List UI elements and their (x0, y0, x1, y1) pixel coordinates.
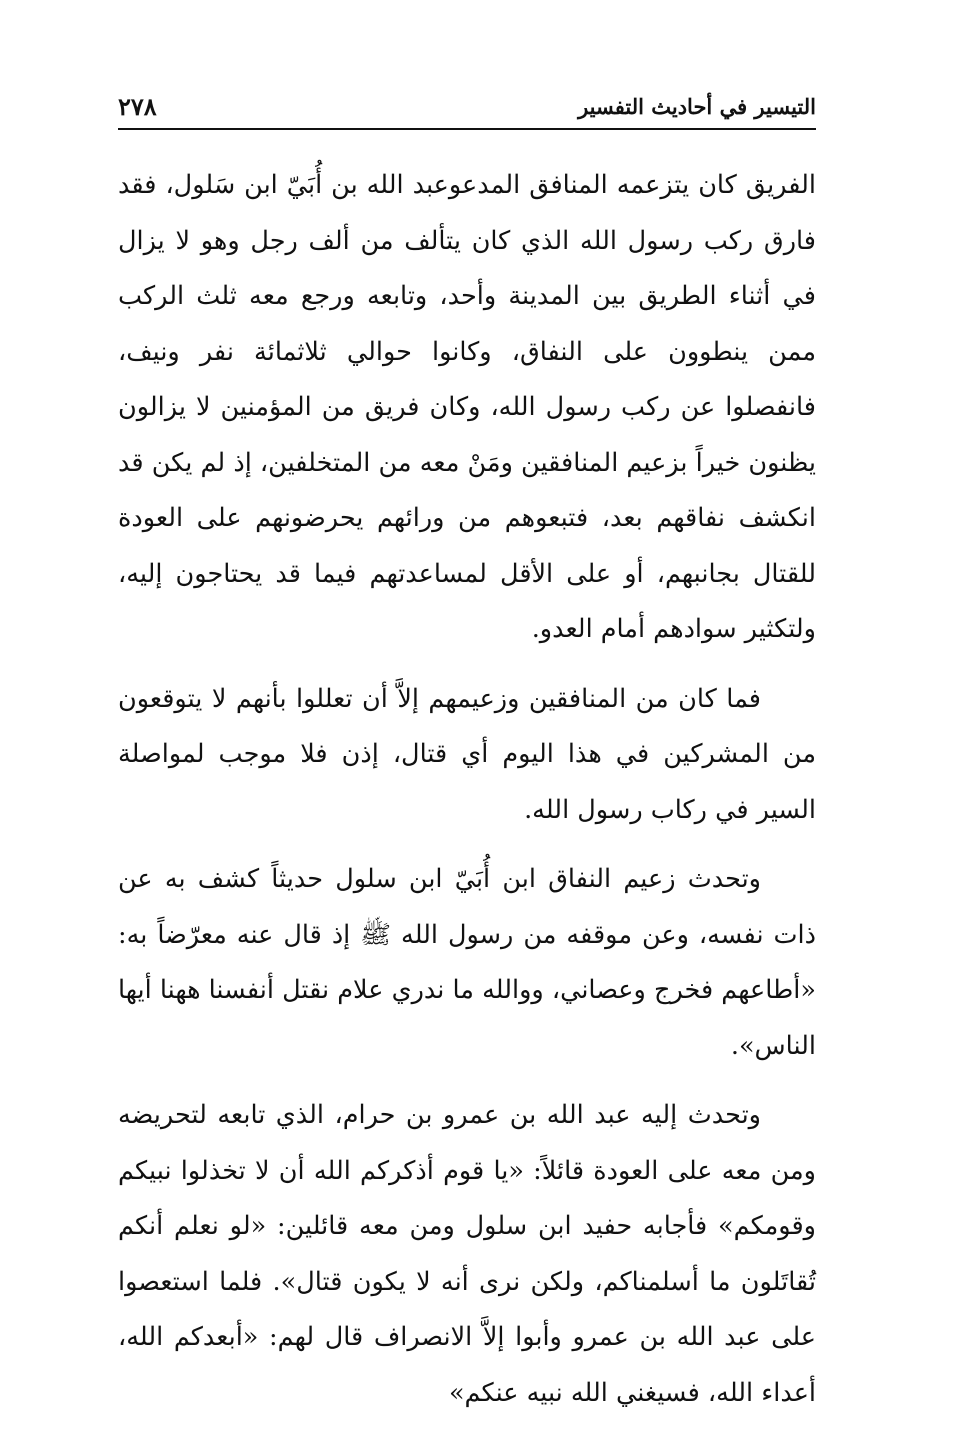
paragraph-2: فما كان من المنافقين وزعيمهم إلاَّ أن تعللوا بأنهم لا يتوقعون من المشركين في هذا اليوم أي قتال، إذن فلا موجب لمواصلة السير في ركاب رسول الله. (118, 683, 816, 825)
paragraph-4: وتحدث إليه عبد الله بن عمرو بن حرام، الذي تابعه لتحريضه ومن معه على العودة قائلاً: «يا قوم أذكركم الله أن لا تخذلوا نبيكم وقومكم» فأجابه حفيد ابن سلول ومن معه قائلين: «لو نعلم أنكم تُقاتَلون ما أسلمناكم، ولكن نرى أنه لا يكون قتال». فلما استعصوا على عبد الله بن عمرو وأبوا إلاَّ الانصراف قال لهم: «أبعدكم الله، أعداء الله، فسيغني الله نبيه عنكم» (118, 1100, 816, 1408)
page-header (118, 88, 816, 130)
page-number: ٢٧٨ (118, 92, 157, 121)
body-text (118, 158, 816, 1435)
running-title: التيسير في أحاديث التفسير (578, 94, 816, 119)
paragraph-3: وتحدث زعيم النفاق ابن أُبَيّ ابن سلول حديثاً كشف به عن ذات نفسه، وعن موقفه من رسول الله ﷺ إذ قال عنه معرّضاً به: «أطاعهم فخرج وعصاني، ووالله ما ندري علام نقتل أنفسنا ههنا أيها الناس». (118, 864, 816, 1061)
paragraph-1: الفريق كان يتزعمه المنافق المدعوعبد الله بن أُبَيّ ابن سَلول، فقد فارق ركب رسول الله الذي كان يتألف من ألف رجل وهو لا يزال في أثناء الطريق بين المدينة وأحد، وتابعه ورجع معه ثلث الركب ممن ينطوون على النفاق، وكانوا حوالي ثلاثمائة نفر ونيف، فانفصلوا عن ركب رسول الله، وكان فريق من المؤمنين لا يزالون يظنون خيراً بزعيم المنافقين ومَنْ معه من المتخلفين، إذ لم يكن قد انكشف نفاقهم بعد، فتبعوهم من ورائهم يحرضونهم على العودة للقتال بجانبهم، أو على الأقل لمساعدتهم فيما قد يحتاجون إليه، ولتكثير سوادهم أمام العدو. (118, 170, 816, 644)
